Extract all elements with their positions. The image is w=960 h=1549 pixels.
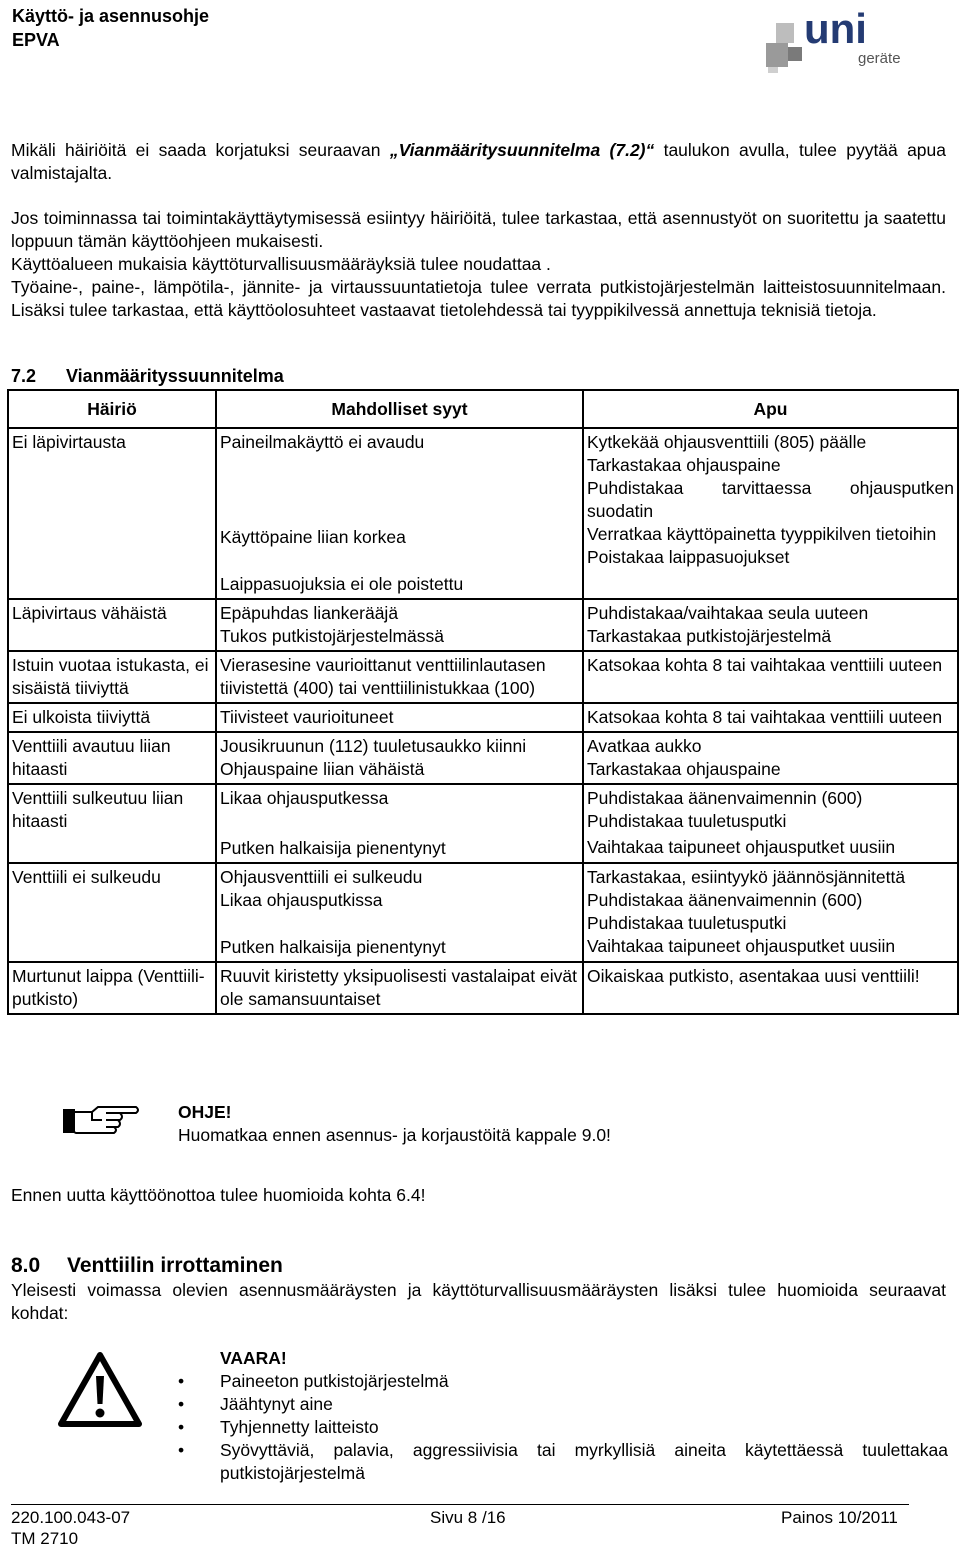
help-text: Katsokaa kohta 8 tai vaihtakaa venttiili uuteen	[587, 655, 943, 675]
ohje-title: OHJE!	[178, 1102, 232, 1122]
fault-cell	[8, 962, 216, 1014]
help-text: Katsokaa kohta 8 tai vaihtakaa venttiili uuteen	[587, 707, 943, 727]
fault-cell	[8, 732, 216, 784]
pointing-hand-icon	[62, 1100, 142, 1140]
causes-cell	[216, 703, 583, 732]
document-title	[12, 4, 209, 52]
uni-logo-graphic	[760, 3, 910, 75]
ohje-note	[178, 1101, 611, 1147]
fault-cell	[8, 599, 216, 651]
fault-text: Venttiili avautuu liian hitaasti	[12, 736, 171, 779]
fault-text: Venttiili sulkeutuu liian hitaasti	[12, 788, 184, 831]
cause-text: Ruuvit kiristetty yksipuolisesti vastalaipat eivät ole samansuuntaiset	[220, 966, 577, 1009]
fault-cell	[8, 863, 216, 962]
causes-cell	[216, 784, 583, 863]
help-text: Tarkastakaa putkistojärjestelmä	[587, 626, 832, 646]
section-7-2-number: 7.2	[11, 366, 37, 386]
fault-text: Venttiili ei sulkeudu	[12, 867, 161, 887]
causes-cell	[216, 599, 583, 651]
table-row	[8, 651, 958, 703]
cause-text: Putken halkaisija pienentynyt	[220, 937, 446, 957]
intro-paragraph-2: Jos toiminnassa tai toimintakäyttäytymisessä esiintyy häiriöitä, tulee tarkastaa, että asennustyöt on suoritettu ja saatettu loppuun tämän käyttöohjeen mukaisesti.	[11, 208, 946, 251]
column-header-causes: Mahdolliset syyt	[216, 390, 583, 428]
help-text: Kytkekää ohjausventtiili (805) päälle	[587, 432, 867, 452]
cause-text: Tiivisteet vaurioituneet	[220, 707, 394, 727]
help-text: Puhdistakaa/vaihtakaa seula uuteen	[587, 603, 869, 623]
help-cell	[583, 732, 958, 784]
intro-paragraph-1	[11, 139, 946, 185]
section-8-0-title: Venttiilin irrottaminen	[67, 1254, 283, 1277]
table-row	[8, 428, 958, 599]
section-7-2-title: Vianmäärityssuunnitelma	[66, 366, 284, 386]
help-text: Puhdistakaa äänenvaimennin (600)	[587, 788, 863, 808]
fault-text: Läpivirtaus vähäistä	[12, 603, 167, 623]
section-8-0-heading	[11, 1252, 283, 1279]
cause-text: Paineilmakäyttö ei avaudu	[220, 432, 425, 452]
help-text: Tarkastakaa ohjauspaine	[587, 455, 781, 475]
fault-cell	[8, 428, 216, 599]
help-text: Puhdistakaa tarvittaessa ohjausputken suodatin	[587, 478, 954, 521]
vaara-list	[178, 1370, 948, 1485]
footer-tm: TM 2710	[11, 1529, 79, 1548]
help-cell	[583, 962, 958, 1014]
help-cell	[583, 599, 958, 651]
vaara-title: VAARA!	[220, 1348, 287, 1368]
fault-text: Murtunut laippa (Venttiili-putkisto)	[12, 966, 205, 1009]
cause-text: Vierasesine vaurioittanut venttiilinlautasen tiivistettä (400) tai venttiilinistukkaa (100)	[220, 655, 546, 698]
warning-triangle-icon	[58, 1352, 142, 1428]
cause-text: Epäpuhdas liankerääjä	[220, 603, 399, 623]
table-row	[8, 863, 958, 962]
fault-text: Istuin vuotaa istukasta, ei sisäistä tiiviyttä	[12, 655, 209, 698]
footer-page-number: Sivu 8 /16	[430, 1508, 506, 1527]
ohje-text: Huomatkaa ennen asennus- ja korjaustöitä kappale 9.0!	[178, 1125, 611, 1145]
section-8-0-intro: Yleisesti voimassa olevien asennusmääräysten ja käyttöturvallisuusmääräysten lisäksi tulee huomioida seuraavat kohdat:	[11, 1280, 946, 1323]
help-cell	[583, 863, 958, 962]
table-row	[8, 784, 958, 863]
cause-text: Likaa ohjausputkissa	[220, 890, 383, 910]
document-title-line2: EPVA	[12, 30, 60, 50]
note-6-4: Ennen uutta käyttöönottoa tulee huomioida kohta 6.4!	[11, 1185, 426, 1205]
fault-cell	[8, 784, 216, 863]
table-row	[8, 599, 958, 651]
list-item: • Tyhjennetty laitteisto	[178, 1416, 948, 1439]
fault-cell	[8, 651, 216, 703]
column-header-fault: Häiriö	[8, 390, 216, 428]
table-header-row	[8, 390, 958, 428]
help-text: Verratkaa käyttöpainetta tyyppikilven tietoihin	[587, 524, 937, 544]
help-cell	[583, 784, 958, 863]
footer-divider	[11, 1504, 909, 1505]
causes-cell	[216, 962, 583, 1014]
footer-left	[11, 1507, 130, 1549]
cause-text: Ohjausventtiili ei sulkeudu	[220, 867, 423, 887]
cause-text: Jousikruunun (112) tuuletusaukko kiinni	[220, 736, 527, 756]
uni-logo-subtext: geräte	[858, 50, 901, 67]
causes-cell	[216, 863, 583, 962]
help-cell	[583, 703, 958, 732]
footer-edition: Painos 10/2011	[781, 1508, 898, 1527]
fault-text: Ei läpivirtausta	[12, 432, 126, 452]
intro-p1-before: Mikäli häiriöitä ei saada korjatuksi seuraavan	[11, 140, 390, 160]
intro-p1-after: taulukon avulla, tulee pyytää apua valmistajalta.	[11, 140, 947, 183]
cause-text: Ohjauspaine liian vähäistä	[220, 759, 425, 779]
document-title-line1: Käyttö- ja asennusohje	[12, 6, 210, 26]
table-row	[8, 703, 958, 732]
column-header-help: Apu	[583, 390, 958, 428]
help-text: Puhdistakaa äänenvaimennin (600)	[587, 890, 863, 910]
help-text: Puhdistakaa tuuletusputki	[587, 811, 787, 831]
list-item: • Paineeton putkistojärjestelmä	[178, 1370, 948, 1393]
cause-text: Laippasuojuksia ei ole poistettu	[220, 574, 464, 594]
help-text: Tarkastakaa, esiintyykö jäännösjännitettä	[587, 867, 906, 887]
cause-text: Putken halkaisija pienentynyt	[220, 838, 446, 858]
help-cell	[583, 651, 958, 703]
cause-text: Käyttöpaine liian korkea	[220, 527, 406, 547]
help-text: Poistakaa laippasuojukset	[587, 547, 790, 567]
causes-cell	[216, 428, 583, 599]
intro-paragraph-4: Työaine-, paine-, lämpötila-, jännite- ja virtaussuuntatietoja tulee verrata putkistojärjestelmän laitteistosuunnitelmaan. Lisäksi tulee tarkastaa, että käyttöolosuhteet vastaavat tietolehdessä tai tyyppikilvessä annettuja teknisiä tietoja.	[11, 277, 946, 320]
help-text: Puhdistakaa tuuletusputki	[587, 913, 787, 933]
fault-text: Ei ulkoista tiiviyttä	[12, 707, 151, 727]
help-text: Vaihtakaa taipuneet ohjausputket uusiin	[587, 837, 896, 857]
uni-logo-text: uni	[804, 5, 867, 52]
help-text: Vaihtakaa taipuneet ohjausputket uusiin	[587, 936, 896, 956]
table-row	[8, 962, 958, 1014]
fault-cell	[8, 703, 216, 732]
troubleshooting-table	[7, 389, 959, 1015]
table-row	[8, 732, 958, 784]
list-item: • Jäähtynyt aine	[178, 1393, 948, 1416]
list-item: • Syövyttäviä, palavia, aggressiivisia tai myrkyllisiä aineita käytettäessä tuulettakaa putkistojärjestelmä	[178, 1439, 948, 1485]
causes-cell	[216, 651, 583, 703]
section-7-2-heading	[11, 365, 284, 388]
help-text: Tarkastakaa ohjauspaine	[587, 759, 781, 779]
intro-paragraph-3: Käyttöalueen mukaisia käyttöturvallisuusmääräyksiä tulee noudattaa .	[11, 254, 551, 274]
cause-text: Likaa ohjausputkessa	[220, 788, 389, 808]
help-text: Oikaiskaa putkisto, asentakaa uusi venttiili!	[587, 966, 920, 986]
cause-text: Tukos putkistojärjestelmässä	[220, 626, 445, 646]
section-8-0-number: 8.0	[11, 1254, 41, 1277]
uni-logo	[760, 3, 910, 75]
help-text: Avatkaa aukko	[587, 736, 702, 756]
footer-doc-number: 220.100.043-07	[11, 1508, 131, 1527]
help-cell	[583, 428, 958, 599]
intro-p1-reference: „Vianmääritysuunnitelma (7.2)“	[389, 140, 655, 160]
causes-cell	[216, 732, 583, 784]
